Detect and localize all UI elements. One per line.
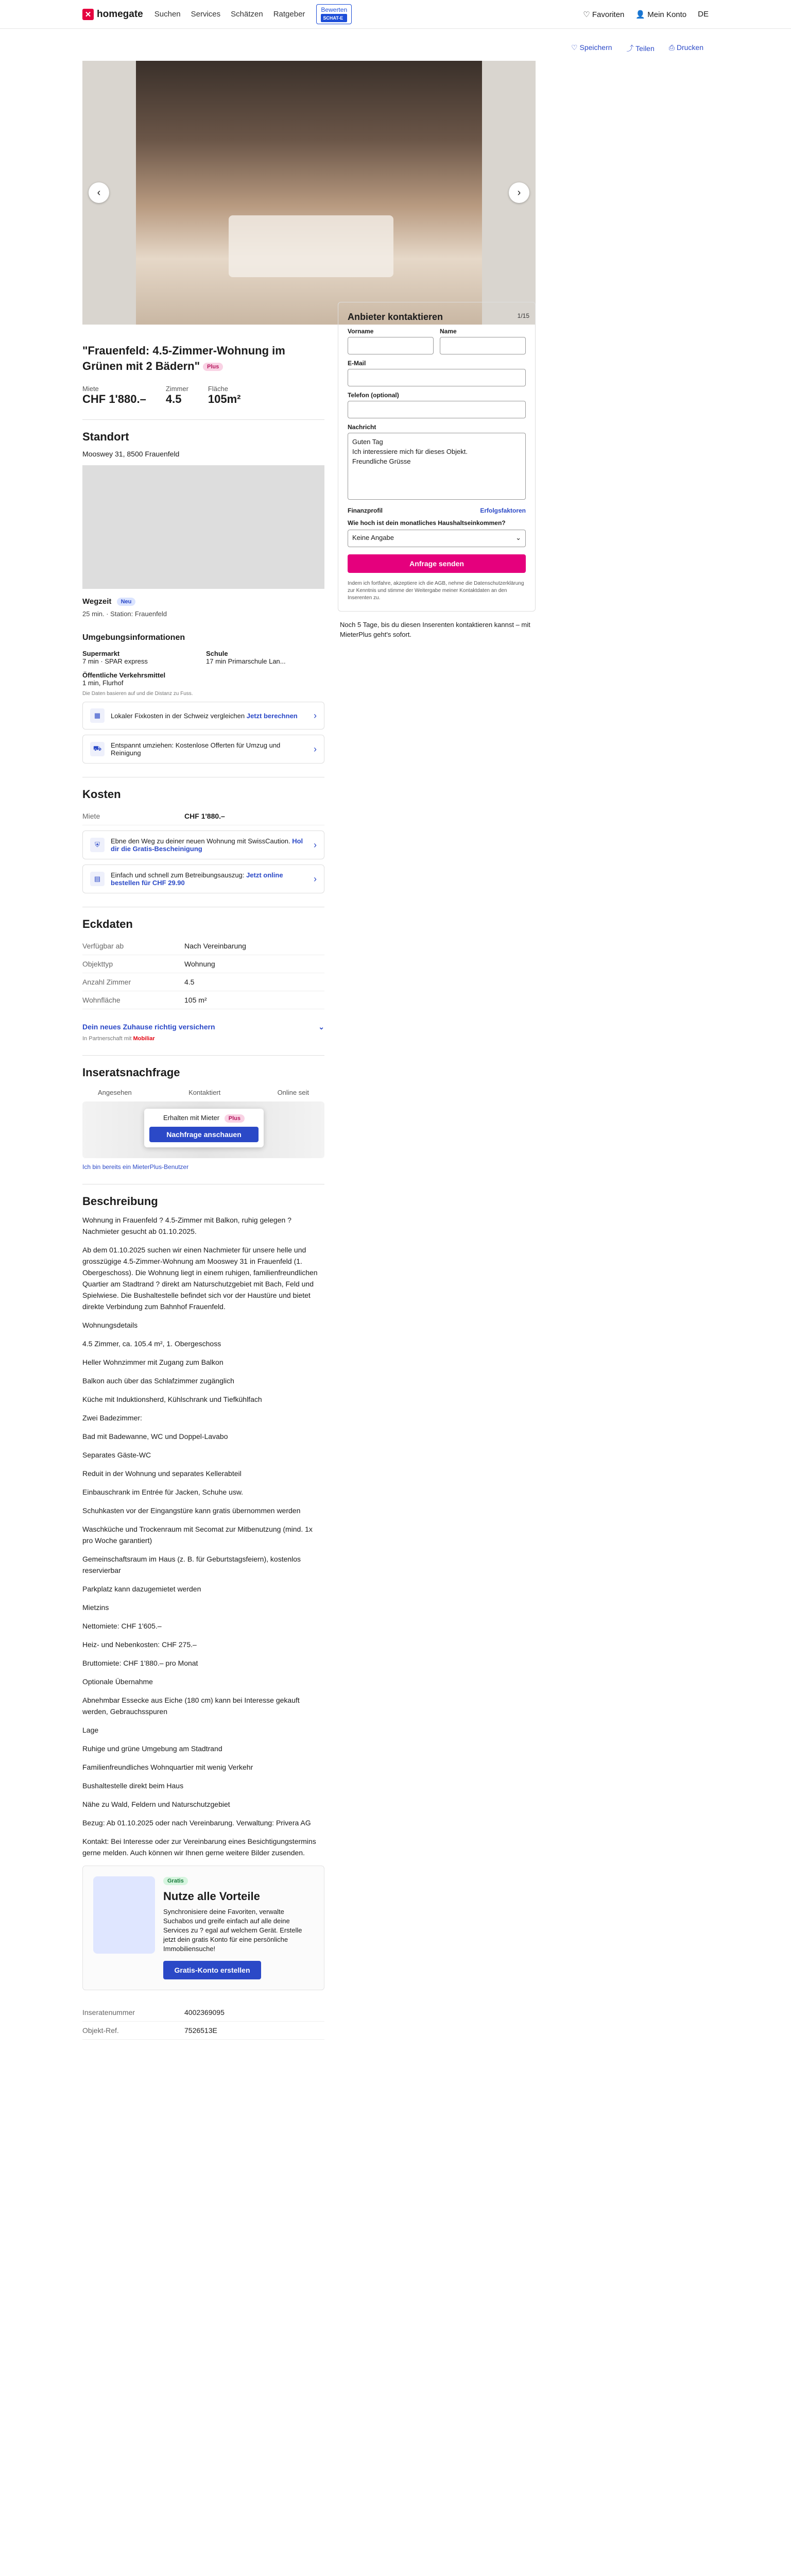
heart-icon: ♡ — [571, 43, 580, 52]
transport-label: Öffentliche Verkehrsmittel — [82, 671, 166, 680]
gallery-next-button[interactable] — [509, 182, 529, 203]
language-select[interactable]: DE — [698, 10, 709, 19]
description-paragraph: Separates Gäste-WC — [82, 1451, 151, 1460]
chevron-right-icon: › — [517, 187, 521, 198]
shield-icon: ⛨ — [90, 838, 105, 852]
legal-text: Indem ich fortfahre, akzeptiere ich die AGB, nehme die Datenschutzerklärung zur Kenntnis und stimme der Weitergabe meiner Kontaktdaten an den Inserenten zu. — [348, 581, 524, 601]
save-button[interactable]: ♡ Speichern — [571, 43, 612, 52]
listing-title: "Frauenfeld: 4.5-Zimmer-Wohnung im Grünen mit 2 Bädern" Plus — [82, 344, 285, 372]
description-paragraph: Bad mit Badewanne, WC und Doppel-Lavabo — [82, 1432, 228, 1441]
share-icon: ⤴ — [626, 44, 636, 53]
description-paragraph: Reduit in der Wohnung und separates Kellerabteil — [82, 1469, 242, 1478]
share-button[interactable]: ⤴ Teilen — [626, 44, 655, 53]
supermarket-value: 7 min · SPAR express — [82, 657, 148, 666]
finance-profile-label: Finanzprofil — [348, 507, 383, 514]
fact-row: Wohnfläche 105 m² — [82, 991, 324, 1009]
description-paragraph: Heller Wohnzimmer mit Zugang zum Balkon — [82, 1358, 223, 1367]
page-content — [82, 29, 709, 2035]
key-facts — [82, 385, 324, 406]
tab-online-since: Online seit — [277, 1089, 309, 1097]
school-value: 17 min Primarschule Lan... — [206, 657, 286, 666]
ids: Inseratenummer 4002369095 Objekt-Ref. 7526513E — [82, 2004, 324, 2040]
fixed-costs-card[interactable]: ▦ Lokaler Fixkosten in der Schweiz vergleichen Jetzt berechnen › — [82, 702, 324, 730]
promo-title: Nutze alle Vorteile — [163, 1890, 260, 1903]
rooms-fact: Zimmer 4.5 — [165, 385, 188, 406]
insurance-link[interactable]: Dein neues Zuhause richtig versichern ⌄ — [82, 1023, 324, 1031]
description-paragraph: Heiz- und Nebenkosten: CHF 275.– — [82, 1640, 197, 1649]
user-icon: 👤 — [635, 10, 648, 19]
print-icon: ⎙ — [668, 43, 677, 52]
mieterplus-link[interactable]: Ich bin bereits ein MieterPlus-Benutzer — [82, 1163, 189, 1171]
description-paragraph: 4.5 Zimmer, ca. 105.4 m², 1. Obergeschoss — [82, 1340, 221, 1348]
top-header — [0, 0, 791, 29]
fact-row: Verfügbar ab Nach Vereinbarung — [82, 937, 324, 955]
truck-icon: ⛟ — [90, 742, 105, 756]
debt-extract-card[interactable]: ▤ Einfach und schnell zum Betreibungsauszug: Jetzt online bestellen für CHF 29.90 › — [82, 865, 324, 893]
chevron-right-icon: › — [314, 873, 317, 884]
listing-photo[interactable] — [136, 61, 482, 325]
facts-heading: Eckdaten — [82, 918, 133, 931]
address: Mooswey 31, 8500 Frauenfeld — [82, 450, 180, 459]
chevron-left-icon: ‹ — [97, 187, 101, 198]
chevron-down-icon: ⌄ — [515, 534, 521, 541]
nav-schaetzen[interactable]: Schätzen — [231, 10, 263, 19]
email-input[interactable] — [348, 369, 526, 386]
nav-services[interactable]: Services — [191, 10, 221, 19]
account-link[interactable]: 👤 Mein Konto — [635, 10, 687, 19]
description-paragraph: Nettomiete: CHF 1'605.– — [82, 1622, 162, 1631]
income-select[interactable]: Keine Angabe ⌄ — [348, 530, 526, 547]
gallery-prev-button[interactable] — [89, 182, 109, 203]
description-paragraph: Balkon auch über das Schlafzimmer zugänglich — [82, 1377, 234, 1385]
main-nav — [154, 10, 305, 19]
main-column — [82, 329, 324, 2040]
description-paragraph: Familienfreundliches Wohnquartier mit wenig Verkehr — [82, 1763, 253, 1772]
account-promo — [82, 1866, 324, 1990]
contact-form: Anbieter kontaktieren Vorname Name E-Mail Telefon (optional) Nachricht Guten Tag Ich interessiere mich für dieses Objekt. Freundliche Grüsse Finanzprofil Erfolgsfaktoren Wie hoch ist dein monatliches Haushaltseinkommen? Keine Angabe ⌄ Anfrage senden Indem ich fortfahre, akzeptiere ich die AGB, nehme die Datenschutzerklärung zur Kenntnis und stimme der Weitergabe meiner Kontaktdaten an den Inserenten zu. — [338, 302, 536, 612]
description-heading: Beschreibung — [82, 1195, 158, 1208]
inquiry-heading: Inseratsnachfrage — [82, 1066, 180, 1079]
description-paragraph: Zwei Badezimmer: — [82, 1414, 142, 1422]
inquiry-tabs — [82, 1089, 324, 1096]
logo-mark-icon: ✕ — [82, 9, 94, 20]
area-fact: Fläche 105m² — [208, 385, 241, 406]
firstname-input[interactable] — [348, 337, 434, 354]
swisscaution-card[interactable]: ⛨ Ebne den Weg zu deiner neuen Wohnung mit SwissCaution. Hol dir die Gratis-Bescheinigung › — [82, 831, 324, 859]
homegate-logo[interactable]: ✕ homegate — [82, 9, 143, 20]
fact-row: Anzahl Zimmer 4.5 — [82, 973, 324, 991]
location-heading: Standort — [82, 430, 129, 444]
data-note: Die Daten basieren auf und die Distanz zu Fuss. — [82, 691, 193, 697]
view-inquiry-button[interactable]: Nachfrage anschauen — [149, 1127, 259, 1142]
description-paragraph: Ruhige und grüne Umgebung am Stadtrand — [82, 1744, 222, 1753]
new-badge: Neu — [117, 598, 136, 606]
description-paragraph: Nähe zu Wald, Feldern und Naturschutzgebiet — [82, 1800, 230, 1809]
description-paragraph: Kontakt: Bei Interesse oder zur Vereinbarung eines Besichtigungstermins gerne melden. Auch können wir Ihnen gerne weitere Bilder zusenden. — [82, 1837, 316, 1857]
document-icon: ▤ — [90, 872, 105, 886]
description-paragraph: Schuhkasten vor der Eingangstüre kann gratis übernommen werden — [82, 1506, 301, 1515]
description-paragraph: Waschküche und Trockenraum mit Secomat zur Mitbenutzung (mind. 1x pro Woche garantiert) — [82, 1525, 313, 1545]
nav-suchen[interactable]: Suchen — [154, 10, 181, 19]
poi-grid — [82, 650, 324, 665]
commute-title: Wegzeit Neu — [82, 597, 324, 606]
image-gallery[interactable] — [82, 61, 536, 325]
favorites-link[interactable]: ♡ Favoriten — [583, 10, 625, 19]
description-paragraph: Parkplatz kann dazugemietet werden — [82, 1585, 201, 1594]
nav-ratgeber[interactable]: Ratgeber — [273, 10, 305, 19]
description-paragraph: Abnehmbar Essecke aus Eiche (180 cm) kann bei Interesse gekauft werden, Gebrauchsspuren — [82, 1696, 300, 1716]
school-label: Schule — [206, 650, 228, 658]
description-paragraph: Optionale Übernahme — [82, 1677, 153, 1686]
tab-contacted: Kontaktiert — [188, 1089, 221, 1097]
chevron-right-icon: › — [314, 743, 317, 754]
contact-sidebar — [338, 302, 536, 639]
promo-illustration-icon — [93, 1876, 155, 1954]
inquiry-section — [82, 1055, 324, 1171]
commute-info: 25 min. · Station: Frauenfeld — [82, 610, 167, 618]
mobiliar-logo: Mobiliar — [133, 1036, 155, 1042]
description-text — [82, 1214, 324, 1858]
phone-input[interactable] — [348, 401, 526, 418]
heart-icon: ♡ — [583, 10, 592, 19]
chevron-down-icon: ⌄ — [318, 1023, 324, 1031]
transport-value: 1 min, Flurhof — [82, 679, 124, 687]
create-account-button[interactable]: Gratis-Konto erstellen — [163, 1961, 261, 1979]
moving-offers-card[interactable]: ⛟ Entspannt umziehen: Kostenlose Offerten für Umzug und Reinigung › — [82, 735, 324, 764]
promo-text: Synchronisiere deine Favoriten, verwalte Suchabos und greife einfach auf alle deine Services zu ? egal auf welchem Gerät. Erstelle jetzt dein gratis Konto für eine persönliche Immobiliensuche! — [163, 1908, 302, 1953]
description-paragraph: Bushaltestelle direkt beim Haus — [82, 1782, 184, 1790]
premium-badge: Plus — [203, 363, 223, 371]
success-factors-link[interactable]: Erfolgsfaktoren — [480, 507, 526, 514]
chevron-right-icon: › — [314, 839, 317, 850]
chart-icon: ▦ — [90, 708, 105, 723]
inquiry-popup: Erhalten mit Mieter Plus Nachfrage anschauen — [144, 1109, 264, 1147]
income-question: Wie hoch ist dein monatliches Haushaltseinkommen? — [348, 519, 506, 527]
description-paragraph: Einbauschrank im Entrée für Jacken, Schuhe usw. — [82, 1488, 244, 1497]
estimate-button[interactable]: Bewerten SCHAT-E — [316, 4, 352, 24]
message-textarea[interactable]: Guten Tag Ich interessiere mich für dieses Objekt. Freundliche Grüsse — [348, 433, 526, 500]
gallery-counter: 1/15 — [517, 312, 529, 319]
listing-actions — [82, 29, 709, 61]
contact-wait-note: Noch 5 Tage, bis du diesen Inserenten kontaktieren kannst – mit MieterPlus geht's sofort. — [340, 621, 530, 638]
location-section — [82, 419, 324, 764]
header-right — [583, 10, 709, 19]
chevron-right-icon: › — [314, 710, 317, 721]
rent-fact: Miete CHF 1'880.– — [82, 385, 146, 406]
supermarket-label: Supermarkt — [82, 650, 120, 658]
free-badge: Gratis — [163, 1877, 188, 1885]
description-paragraph: Bruttomiete: CHF 1'880.– pro Monat — [82, 1659, 198, 1668]
description-paragraph: Küche mit Induktionsherd, Kühlschrank und Tiefkühlfach — [82, 1395, 262, 1404]
description-section — [82, 1184, 324, 1858]
description-paragraph: Gemeinschaftsraum im Haus (z. B. für Geburtstagsfeiern), kostenlos reservierbar — [82, 1555, 301, 1575]
fact-row: Objekttyp Wohnung — [82, 955, 324, 973]
lastname-input[interactable] — [440, 337, 526, 354]
contact-heading: Anbieter kontaktieren — [348, 312, 443, 322]
cost-row: Miete CHF 1'880.– — [82, 807, 324, 825]
facts-section: Eckdaten Verfügbar ab Nach Vereinbarung Objekttyp Wohnung Anzahl Zimmer 4.5 Wohnfläche 105 m² Dein neues Zuhause richtig versichern ⌄ In Partnerschaft mit Mobiliar — [82, 907, 324, 1042]
description-paragraph: Lage — [82, 1726, 99, 1735]
description-paragraph: Mietzins — [82, 1603, 109, 1612]
costs-section — [82, 777, 324, 893]
tab-viewed: Angesehen — [98, 1089, 132, 1097]
costs-heading: Kosten — [82, 788, 121, 801]
description-paragraph: Wohnungsdetails — [82, 1321, 138, 1330]
print-button[interactable]: ⎙ Drucken — [668, 43, 703, 52]
surroundings-title: Umgebungsinformationen — [82, 633, 185, 642]
description-paragraph: Bezug: Ab 01.10.2025 oder nach Vereinbarung. Verwaltung: Privera AG — [82, 1819, 311, 1827]
description-paragraph: Wohnung in Frauenfeld ? 4.5-Zimmer mit Balkon, ruhig gelegen ? Nachmieter gesucht ab 01.10.2025. — [82, 1216, 291, 1236]
description-paragraph: Ab dem 01.10.2025 suchen wir einen Nachmieter für unsere helle und grosszügige 4.5-Zimmer-Wohnung am Mooswey 31 in Frauenfeld (1. Obergeschoss). Die Wohnung liegt in einem ruhigen, familienfreundlichen Quartier am Stadtrand ? direkt am Naturschutzgebiet mit Bach, Feld und Spielwiese. Die Bushaltestelle befindet sich vor der Haustüre und bietet direkte Verbindung zum Bahnhof Frauenfeld. — [82, 1246, 318, 1311]
send-inquiry-button[interactable]: Anfrage senden — [348, 554, 526, 573]
inquiry-blurred — [82, 1101, 324, 1158]
map[interactable] — [82, 465, 324, 589]
